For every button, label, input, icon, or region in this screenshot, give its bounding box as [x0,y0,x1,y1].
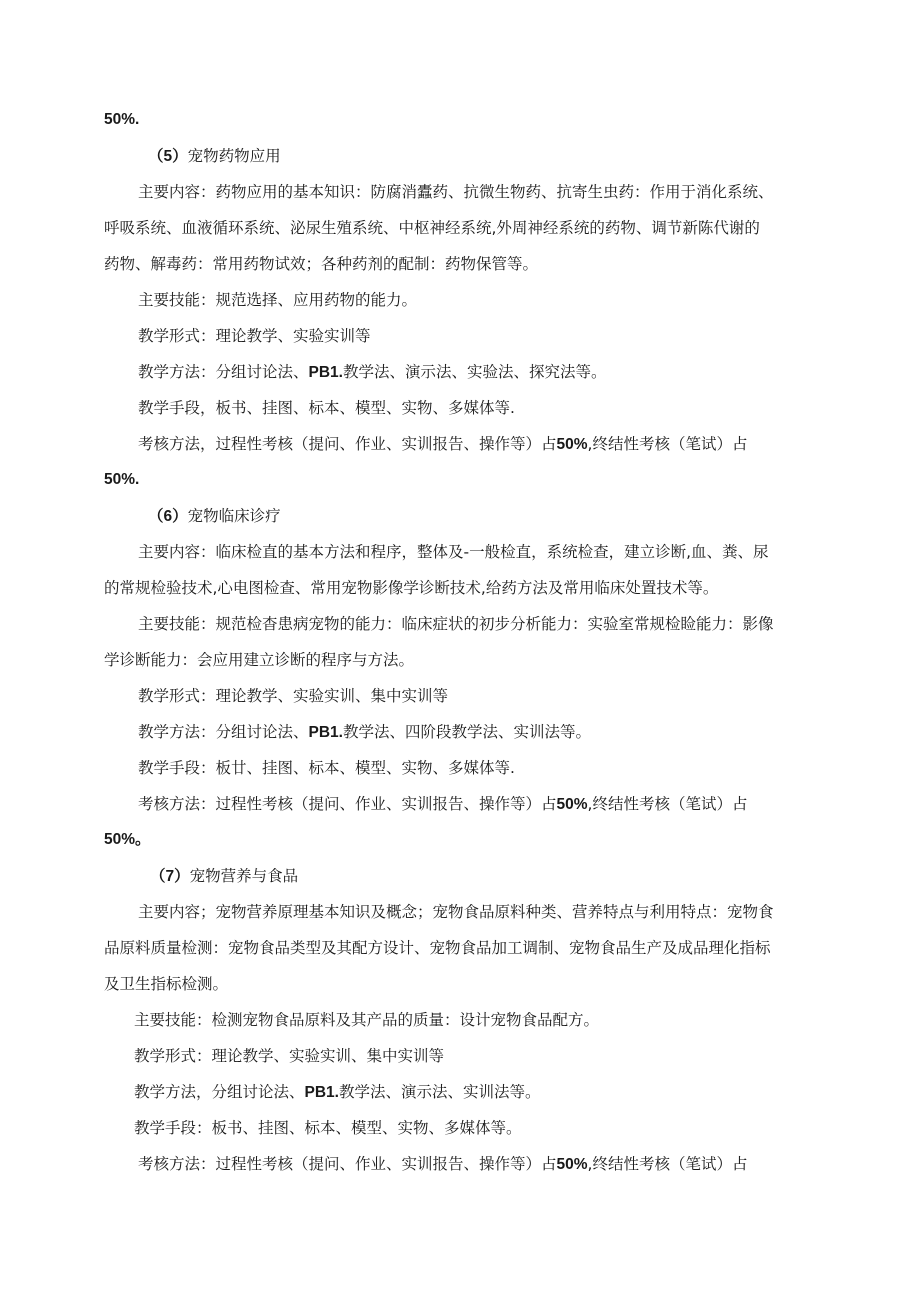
text-line: 主要内容：临床检直的基本方法和程序，整体及-一般检直，系统检查，建立诊断,血、粪、尿 [138,543,769,561]
text-line: 药物、解毒药：常用药物试效；各种药剂的配制：药物保管等。 [104,255,539,273]
text-line: 学诊断能力：会应用建立诊断的程序与方法。 [104,651,415,669]
text-line: 主要内容；宠物营养原理基本知识及概念；宠物食品原料种类、营养特点与利用特点：宠物食 [138,903,774,921]
text-line: 教学手段，板书、挂图、标本、模型、实物、多媒体等. [138,399,515,417]
text-line: 教学方法，分组讨论法、PB1.教学法、演示法、实训法等。 [134,1083,541,1101]
text-line: 主要内容：药物应用的基本知识：防腐消蠹药、抗微生物药、抗寄生虫药：作用于消化系统、 [138,183,774,201]
text-line: 主要技能：检测宠物食品原料及其产品的质量：设计宠物食品配方。 [134,1011,600,1029]
text-line: 呼吸系统、血液循环系统、泌尿生殖系统、中枢神经系统,外周神经系统的药物、调节新陈代谢的 [104,219,760,237]
section-heading: （5）宠物药物应用 [148,147,281,165]
text-line: 教学形式：理论教学、实验实训、集中实训等 [138,687,449,705]
text-line: 考核方法：过程性考核（提问、作业、实训报告、操作等）占50%,终结性考核（笔试）占 [138,795,748,813]
text-line: 及卫生指标检测。 [104,975,229,993]
text-line: 的常规检验技术,心电图检查、常用宠物影像学诊断技术,给药方法及常用临床处置技术等。 [104,579,719,597]
text-line: 教学方法：分组讨论法、PB1.教学法、四阶段教学法、实训法等。 [138,723,591,741]
text-line: 主要技能：规范选择、应用药物的能力。 [138,291,418,309]
text-line: 品原料质量检测：宠物食品类型及其配方设计、宠物食品加工调制、宠物食品生产及成品理化指标 [104,939,771,957]
text-line: 考核方法：过程性考核（提问、作业、实训报告、操作等）占50%,终结性考核（笔试）占 [138,1155,748,1173]
section-heading: （6）宠物临床诊疗 [148,507,281,525]
text-line: 主要技能：规范检杳患病宠物的能力：临床症状的初步分析能力：实验室常规检睑能力：影像 [138,615,774,633]
text-line: 教学手段：板书、挂图、标本、模型、实物、多媒体等。 [134,1119,522,1137]
text-line: 50%。 [104,831,151,848]
text-line: 教学方法：分组讨论法、PB1.教学法、演示法、实验法、探究法等。 [138,363,607,381]
text-line: 50%. [104,471,140,488]
section-heading: （7）宠物营养与食品 [150,867,299,885]
text-line: 教学形式：理论教学、实验实训等 [138,327,371,345]
text-line: 50%. [104,111,140,128]
text-line: 教学形式：理论教学、实验实训、集中实训等 [134,1047,445,1065]
text-line: 教学手段：板廿、挂图、标本、模型、实物、多媒体等. [138,759,515,777]
text-line: 考核方法，过程性考核（提问、作业、实训报告、操作等）占50%,终结性考核（笔试）占 [138,435,748,453]
